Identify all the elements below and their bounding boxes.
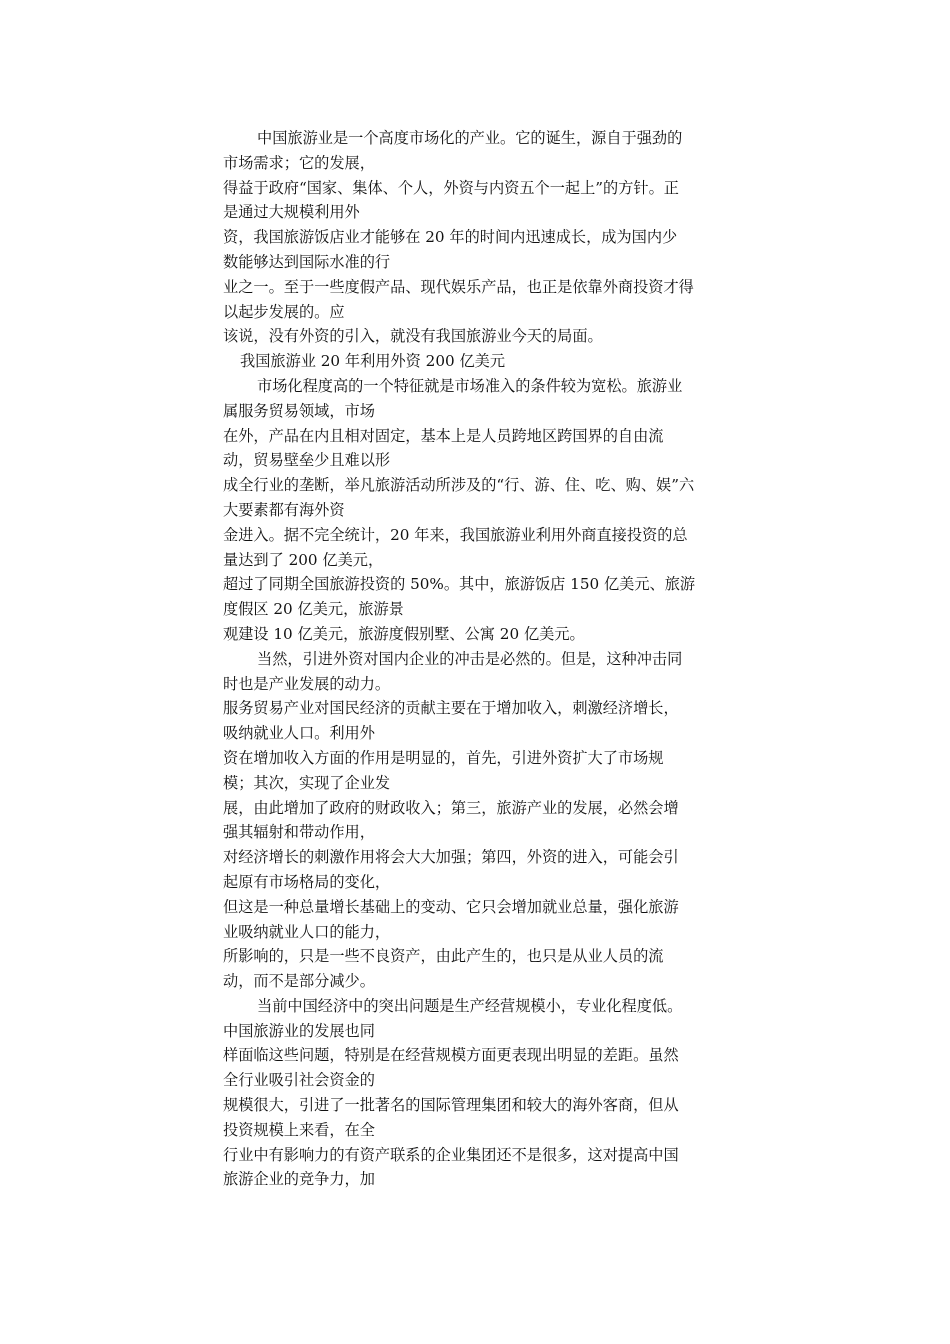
text-line: 市场化程度高的一个特征就是市场准入的条件较为宽松。旅游业: [257, 376, 683, 395]
text-line: 对经济增长的刺激作用将会大大加强；第四，外资的进入，可能会引: [223, 848, 679, 867]
text-line: 成全行业的垄断，举凡旅游活动所涉及的“行、游、住、吃、购、娱”六: [223, 476, 695, 495]
text-line: 时也是产业发展的动力。: [223, 674, 391, 693]
document-page: [223, 126, 735, 1192]
text-line: 行业中有影响力的有资产联系的企业集团还不是很多，这对提高中国: [223, 1145, 679, 1164]
text-line: 金进入。据不完全统计，20 年来，我国旅游业利用外商直接投资的总: [223, 525, 688, 544]
text-line: 该说，没有外资的引入，就没有我国旅游业今天的局面。: [223, 327, 603, 346]
text-line: 是通过大规模利用外: [223, 203, 360, 222]
text-line: 模；其次，实现了企业发: [223, 773, 391, 792]
text-line: 旅游企业的竞争力，加: [223, 1170, 375, 1189]
text-line: 业之一。至于一些度假产品、现代娱乐产品，也正是依靠外商投资才得: [223, 277, 694, 296]
text-line: 全行业吸引社会资金的: [223, 1071, 375, 1090]
text-line: 当然，引进外资对国内企业的冲击是必然的。但是，这种冲击同: [257, 649, 683, 668]
section-heading: 我国旅游业 20 年利用外资 200 亿美元: [240, 352, 506, 371]
text-line: 中国旅游业的发展也同: [223, 1021, 375, 1040]
text-line: 度假区 20 亿美元，旅游景: [223, 600, 404, 619]
text-line: 属服务贸易领域，市场: [223, 401, 375, 420]
text-line: 资在增加收入方面的作用是明显的，首先，引进外资扩大了市场规: [223, 748, 664, 767]
text-line: 吸纳就业人口。利用外: [223, 724, 375, 743]
text-line: 投资规模上来看，在全: [223, 1120, 375, 1139]
text-line: 样面临这些问题，特别是在经营规模方面更表现出明显的差距。虽然: [223, 1046, 679, 1065]
text-line: 市场需求；它的发展，: [223, 153, 375, 172]
text-line: 动，而不是部分减少。: [223, 972, 375, 991]
text-line: 但这是一种总量增长基础上的变动、它只会增加就业总量，强化旅游: [223, 897, 679, 916]
text-line: 规模很大，引进了一批著名的国际管理集团和较大的海外客商，但从: [223, 1096, 679, 1115]
text-line: 观建设 10 亿美元，旅游度假别墅、公寓 20 亿美元。: [223, 624, 585, 643]
text-line: 业吸纳就业人口的能力，: [223, 922, 391, 941]
text-line: 量达到了 200 亿美元，: [223, 550, 384, 569]
text-line: 起原有市场格局的变化，: [223, 872, 391, 891]
text-line: 当前中国经济中的突出问题是生产经营规模小，专业化程度低。: [257, 996, 683, 1015]
text-line: 数能够达到国际水准的行: [223, 252, 391, 271]
text-line: 服务贸易产业对国民经济的贡献主要在于增加收入，刺激经济增长，: [223, 699, 679, 718]
text-line: 以起步发展的。应: [223, 302, 345, 321]
text-line: 展，由此增加了政府的财政收入；第三，旅游产业的发展，必然会增: [223, 798, 679, 817]
text-line: 动，贸易壁垒少且难以形: [223, 451, 391, 470]
text-line: 资，我国旅游饭店业才能够在 20 年的时间内迅速成长，成为国内少: [223, 228, 678, 247]
text-line: 中国旅游业是一个高度市场化的产业。它的诞生，源自于强劲的: [257, 129, 683, 147]
text-line: 强其辐射和带动作用，: [223, 823, 375, 842]
text-line: 所影响的，只是一些不良资产，由此产生的，也只是从业人员的流: [223, 947, 664, 966]
text-line: 大要素都有海外资: [223, 500, 345, 519]
text-line: 在外，产品在内且相对固定，基本上是人员跨地区跨国界的自由流: [223, 426, 664, 445]
text-line: 得益于政府“国家、集体、个人，外资与内资五个一起上”的方针。正: [223, 178, 679, 197]
text-line: 超过了同期全国旅游投资的 50%。其中，旅游饭店 150 亿美元、旅游: [223, 575, 696, 594]
